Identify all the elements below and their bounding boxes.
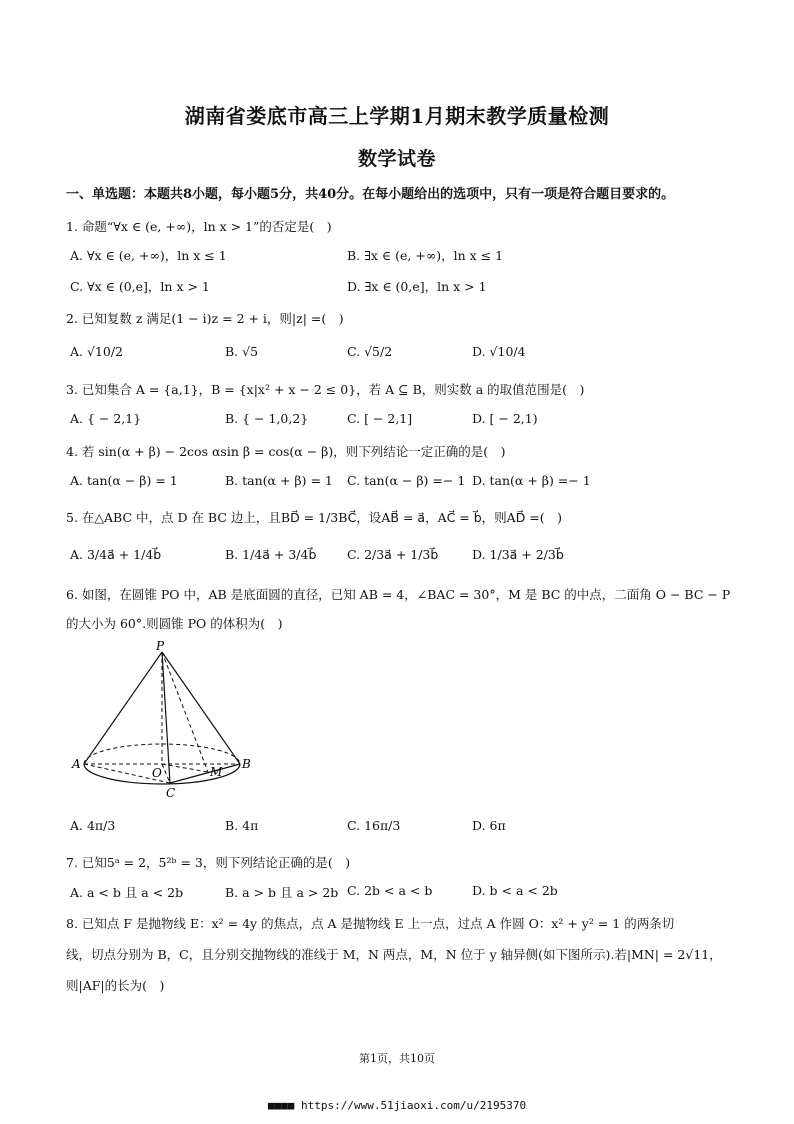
q3-option-a: A. { − 2,1} — [70, 411, 142, 426]
page-title: 湖南省娄底市高三上学期1月期末教学质量检测 — [184, 104, 610, 128]
question-6-stem-line1: 6. 如图，在圆锥 PO 中，AB 是底面圆的直径，已知 AB = 4，∠BAC = 30°，M 是 BC 的中点，二面角 O − BC − P — [66, 587, 731, 602]
question-5-stem: 5. 在△ABC 中，点 D 在 BC 边上，且BD⃗ = 1/3BC⃗，设AB⃗ = a⃗，AC⃗ = b⃗，则AD⃗ =( ) — [66, 510, 563, 525]
segment-pm — [162, 652, 208, 772]
q1-option-b: B. ∃x ∈ (e, +∞)，ln x ≤ 1 — [347, 248, 504, 263]
q4-option-d: D. tan(α + β) =− 1 — [472, 473, 591, 488]
q2-option-c: C. √5/2 — [347, 344, 393, 359]
q7-option-b: B. a > b 且 a > 2b — [225, 885, 339, 900]
q6-option-d: D. 6π — [472, 818, 506, 833]
slant-pa — [84, 652, 162, 764]
q4-option-a: A. tan(α − β) = 1 — [70, 473, 178, 488]
q6-option-a: A. 4π/3 — [70, 818, 116, 833]
q2-option-b: B. √5 — [225, 344, 259, 359]
section-heading: 一、单选题：本题共8小题，每小题5分，共40分。在每小题给出的选项中，只有一项是符合题目要求的。 — [66, 187, 675, 202]
page-subtitle: 数学试卷 — [357, 148, 436, 170]
page-footer: 第1页，共10页 — [359, 1052, 435, 1065]
q5-option-d: D. 1/3a⃗ + 2/3b⃗ — [472, 547, 564, 562]
label-o: O — [152, 766, 162, 780]
q1-option-a: A. ∀x ∈ (e, +∞)，ln x ≤ 1 — [70, 248, 227, 263]
question-8-stem-line1: 8. 已知点 F 是抛物线 E：x² = 4y 的焦点，点 A 是抛物线 E 上一点，过点 A 作圆 O：x² + y² = 1 的两条切 — [66, 916, 675, 931]
q3-option-b: B. { − 1,0,2} — [225, 411, 309, 426]
q4-option-c: C. tan(α − β) =− 1 — [347, 473, 466, 488]
watermark-link[interactable]: ■■■■ https://www.51jiaoxi.com/u/2195370 — [267, 1099, 527, 1112]
question-6-stem-line2: 的大小为 60°.则圆锥 PO 的体积为( ) — [66, 616, 283, 631]
q6-option-b: B. 4π — [225, 818, 259, 833]
q7-option-c: C. 2b < a < b — [347, 883, 433, 898]
q1-option-d: D. ∃x ∈ (0,e]，ln x > 1 — [347, 279, 487, 294]
q5-option-c: C. 2/3a⃗ + 1/3b⃗ — [347, 547, 439, 562]
slant-pb — [162, 652, 240, 764]
label-b: B — [242, 757, 251, 771]
question-7-stem: 7. 已知5ᵃ = 2，5²ᵇ = 3，则下列结论正确的是( ) — [66, 855, 351, 870]
label-a: A — [72, 757, 81, 771]
cone-figure — [70, 640, 270, 805]
q5-option-a: A. 3/4a⃗ + 1/4b⃗ — [70, 547, 162, 562]
label-c: C — [166, 786, 176, 800]
q5-option-b: B. 1/4a⃗ + 3/4b⃗ — [225, 547, 317, 562]
question-1-stem: 1. 命题“∀x ∈ (e, +∞)，ln x > 1”的否定是( ) — [66, 219, 332, 234]
q3-option-d: D. [ − 2,1) — [472, 411, 538, 426]
q4-option-b: B. tan(α + β) = 1 — [225, 473, 333, 488]
question-4-stem: 4. 若 sin(α + β) − 2cos αsin β = cos(α − β)，则下列结论一定正确的是( ) — [66, 444, 506, 459]
question-8-stem-line3: 则|AF|的长为( ) — [66, 978, 165, 993]
q2-option-a: A. √10/2 — [70, 344, 124, 359]
q3-option-c: C. [ − 2,1] — [347, 411, 413, 426]
segment-pc — [162, 652, 170, 783]
q7-option-d: D. b < a < 2b — [472, 883, 558, 898]
question-2-stem: 2. 已知复数 z 满足(1 − i)z = 2 + i，则|z| =( ) — [66, 311, 344, 326]
q7-option-a: A. a < b 且 a < 2b — [70, 885, 184, 900]
q6-option-c: C. 16π/3 — [347, 818, 401, 833]
q1-option-c: C. ∀x ∈ (0,e]，ln x > 1 — [70, 279, 210, 294]
label-m: M — [210, 765, 223, 779]
q2-option-d: D. √10/4 — [472, 344, 526, 359]
label-p: P — [156, 640, 165, 653]
question-8-stem-line2: 线，切点分别为 B，C，且分别交抛物线的准线于 M，N 两点，M，N 位于 y 轴异侧(如下图所示).若|MN| = 2√11， — [66, 947, 722, 962]
question-3-stem: 3. 已知集合 A = {a,1}，B = {x|x² + x − 2 ≤ 0}，若 A ⊆ B，则实数 a 的取值范围是( ) — [66, 382, 585, 397]
